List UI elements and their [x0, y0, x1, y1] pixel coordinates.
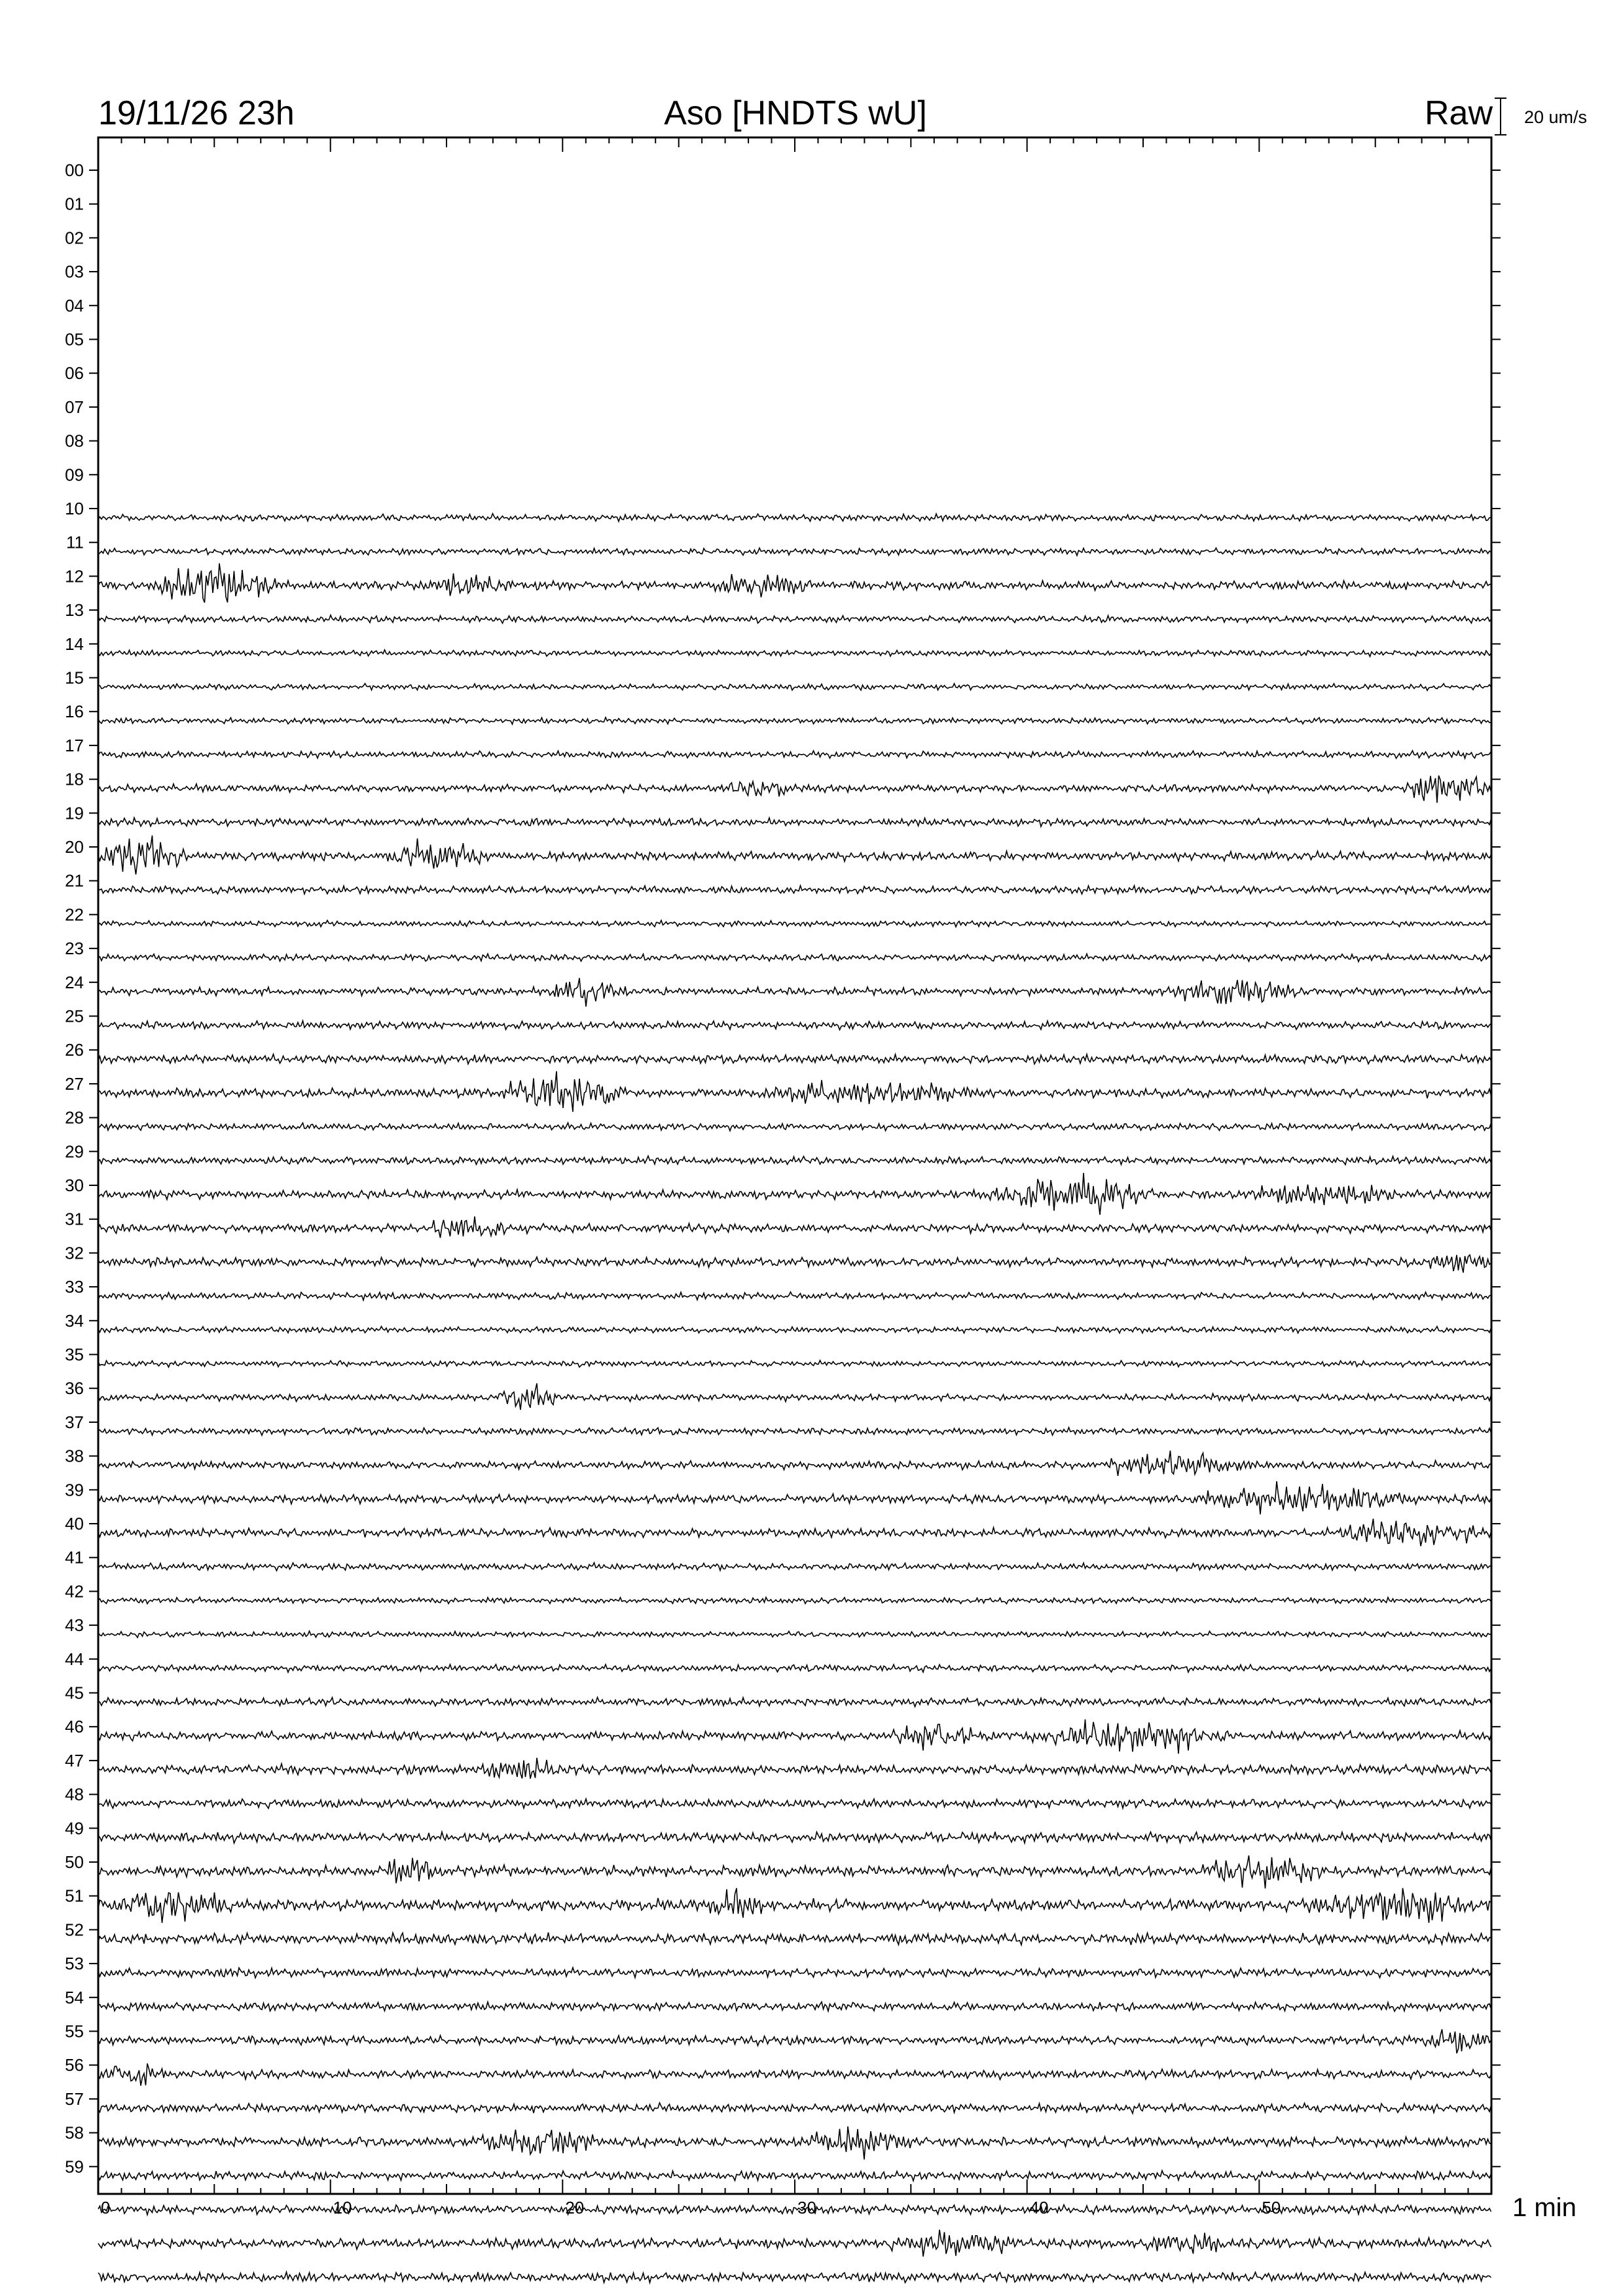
- trace-row-37: [98, 1427, 1491, 1435]
- trace-row-42: [98, 1597, 1491, 1604]
- row-label: 29: [65, 1141, 84, 1162]
- row-label: 55: [65, 2021, 84, 2041]
- minute-ticks-top: [98, 137, 1491, 152]
- mode-label: Raw: [1424, 94, 1493, 132]
- trace-row-51: [98, 1888, 1491, 1923]
- row-label: 17: [65, 735, 84, 755]
- row-label: 18: [65, 769, 84, 789]
- row-label: 40: [65, 1514, 84, 1534]
- x-unit-label: 1 min: [1512, 2193, 1577, 2222]
- row-label: 42: [65, 1581, 84, 1602]
- trace-row-21: [98, 886, 1491, 894]
- trace-row-15: [98, 683, 1491, 691]
- trace-row-29: [98, 1156, 1491, 1164]
- trace-row-16: [98, 717, 1491, 724]
- trace-row-33: [98, 1292, 1491, 1300]
- trace-row-50: [98, 1856, 1491, 1888]
- station-title: Aso [HNDTS wU]: [664, 94, 927, 132]
- trace-row-41: [98, 1563, 1491, 1571]
- trace-row-20: [98, 836, 1491, 875]
- row-label: 22: [65, 905, 84, 925]
- row-label: 27: [65, 1073, 84, 1094]
- trace-row-18: [98, 776, 1491, 803]
- row-label: 03: [65, 262, 84, 282]
- trace-row-28: [98, 1123, 1491, 1131]
- trace-row-35: [98, 1360, 1491, 1367]
- row-label: 57: [65, 2089, 84, 2109]
- trace-row-58: [98, 2126, 1491, 2160]
- row-label: 07: [65, 397, 84, 417]
- row-label: 38: [65, 1446, 84, 1466]
- trace-row-57: [98, 2103, 1491, 2113]
- trace-row-56: [98, 2064, 1491, 2086]
- row-label: 00: [65, 160, 84, 180]
- amplitude-scale-bar: [1495, 98, 1587, 135]
- row-label: 26: [65, 1040, 84, 1060]
- row-label: 21: [65, 870, 84, 891]
- row-label: 33: [65, 1277, 84, 1297]
- row-label: 06: [65, 363, 84, 384]
- row-label: 50: [65, 1852, 84, 1872]
- trace-row-22: [98, 920, 1491, 927]
- trace-row-26: [98, 1054, 1491, 1064]
- trace-row-61: [98, 2230, 1491, 2257]
- row-label: 28: [65, 1107, 84, 1128]
- row-label: 39: [65, 1480, 84, 1500]
- trace-row-39: [98, 1481, 1491, 1515]
- row-label: 16: [65, 702, 84, 722]
- trace-row-13: [98, 615, 1491, 624]
- minute-ticks-bottom: [98, 2179, 1491, 2194]
- row-label: 36: [65, 1378, 84, 1399]
- plot-frame: [98, 137, 1491, 2194]
- row-label: 25: [65, 1006, 84, 1026]
- row-label: 30: [65, 1175, 84, 1195]
- trace-row-40: [98, 1518, 1491, 1546]
- trace-row-10: [98, 514, 1491, 522]
- row-label: 43: [65, 1615, 84, 1636]
- trace-row-24: [98, 978, 1491, 1007]
- row-label: 54: [65, 1987, 84, 2007]
- row-label: 12: [65, 566, 84, 586]
- trace-row-23: [98, 954, 1491, 961]
- trace-row-45: [98, 1697, 1491, 1707]
- trace-row-14: [98, 650, 1491, 656]
- trace-row-27: [98, 1071, 1491, 1112]
- scale-label: 20 um/s: [1524, 107, 1588, 127]
- trace-row-46: [98, 1719, 1491, 1753]
- trace-row-11: [98, 548, 1491, 556]
- x-tick-label: 20: [565, 2198, 585, 2217]
- row-label: 11: [66, 532, 84, 552]
- trace-row-53: [98, 1967, 1491, 1978]
- trace-row-62: [98, 2272, 1491, 2282]
- row-labels: [65, 160, 84, 2176]
- row-label: 45: [65, 1683, 84, 1703]
- row-label: 08: [65, 431, 84, 451]
- x-tick-label: 30: [797, 2198, 816, 2217]
- row-label: 59: [65, 2157, 84, 2177]
- x-tick-label: 0: [101, 2198, 111, 2217]
- row-label: 13: [65, 600, 84, 620]
- row-label: 47: [65, 1750, 84, 1770]
- trace-row-38: [98, 1450, 1491, 1476]
- trace-row-52: [98, 1933, 1491, 1945]
- seismic-traces: [98, 514, 1491, 2283]
- row-label: 23: [65, 939, 84, 959]
- row-label: 01: [65, 194, 84, 214]
- trace-row-44: [98, 1664, 1491, 1672]
- row-label: 24: [65, 972, 84, 992]
- datetime-title: 19/11/26 23h: [98, 94, 295, 132]
- row-label: 56: [65, 2055, 84, 2075]
- trace-row-48: [98, 1799, 1491, 1809]
- trace-row-32: [98, 1255, 1491, 1272]
- trace-row-30: [98, 1173, 1491, 1215]
- row-label: 52: [65, 1920, 84, 1940]
- row-label: 20: [65, 837, 84, 857]
- row-label: 15: [65, 668, 84, 688]
- row-label: 51: [65, 1886, 84, 1906]
- row-label: 49: [65, 1818, 84, 1839]
- row-label: 53: [65, 1954, 84, 1974]
- x-tick-label: 50: [1262, 2198, 1281, 2217]
- row-label: 46: [65, 1717, 84, 1737]
- trace-row-36: [98, 1384, 1491, 1410]
- trace-row-12: [98, 564, 1491, 603]
- trace-row-43: [98, 1631, 1491, 1638]
- row-label: 32: [65, 1243, 84, 1263]
- row-label: 05: [65, 329, 84, 350]
- row-label: 44: [65, 1649, 84, 1669]
- row-label: 19: [65, 803, 84, 823]
- row-label: 04: [65, 295, 84, 315]
- row-label: 37: [65, 1412, 84, 1432]
- trace-row-55: [98, 2030, 1491, 2054]
- row-label: 35: [65, 1344, 84, 1365]
- trace-row-47: [98, 1758, 1491, 1779]
- row-label: 10: [65, 499, 84, 518]
- trace-row-17: [98, 751, 1491, 759]
- trace-row-54: [98, 2002, 1491, 2011]
- row-label: 14: [65, 634, 84, 654]
- row-label: 48: [65, 1784, 84, 1804]
- trace-row-59: [98, 2170, 1491, 2181]
- row-label: 02: [65, 228, 84, 248]
- trace-row-25: [98, 1021, 1491, 1030]
- trace-row-19: [98, 817, 1491, 827]
- row-label: 31: [65, 1209, 84, 1229]
- row-label: 09: [65, 465, 84, 485]
- trace-row-31: [98, 1217, 1491, 1238]
- trace-row-34: [98, 1327, 1491, 1333]
- row-label: 58: [65, 2123, 84, 2143]
- trace-row-60: [98, 2205, 1491, 2215]
- x-tick-label: 10: [333, 2198, 352, 2217]
- trace-row-49: [98, 1832, 1491, 1843]
- row-label: 34: [65, 1310, 84, 1331]
- x-tick-label: 40: [1029, 2198, 1049, 2217]
- row-label: 41: [65, 1547, 84, 1568]
